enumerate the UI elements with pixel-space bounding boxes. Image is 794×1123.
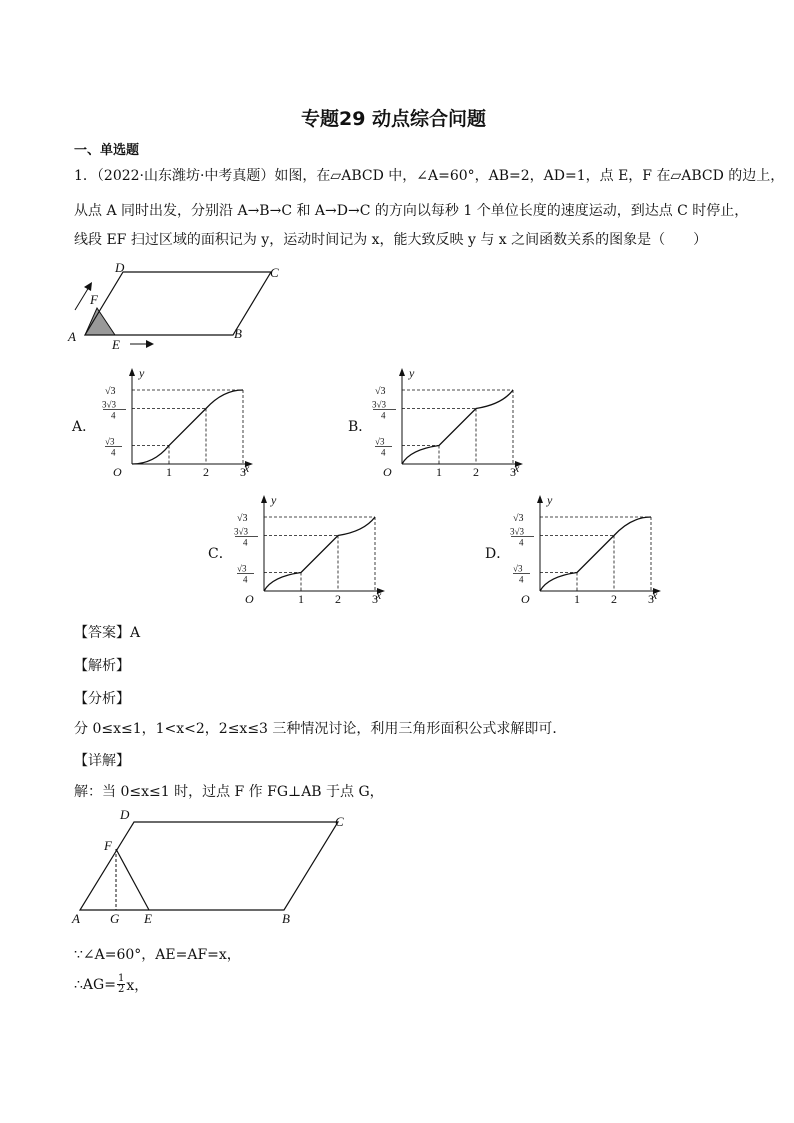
- step-2: [74, 974, 148, 995]
- function-curve: [264, 517, 375, 591]
- y-tick-3sqrt3-num: 3√3: [102, 399, 116, 410]
- question-line-3: 线段 EF 扫过区域的面积记为 y，运动时间记为 x，能大致反映 y 与 x 之间函数关系的图象是（ ）: [74, 232, 708, 248]
- y-axis-label: y: [547, 493, 553, 507]
- fenxi-heading: 【分析】: [74, 691, 130, 707]
- section-heading: 一、单选题: [74, 143, 140, 158]
- y-tick-3sqrt3-den: 4: [111, 410, 116, 421]
- y-tick-sqrt3-den: 4: [519, 574, 524, 585]
- label2-E: E: [144, 911, 152, 926]
- label-F: F: [90, 292, 98, 307]
- x-tick-label: 3: [240, 465, 246, 478]
- fraction-den: 2: [117, 984, 125, 995]
- x-axis-label: x: [376, 588, 382, 602]
- y-axis-label: y: [409, 366, 415, 380]
- label2-C: C: [335, 814, 344, 829]
- parallelogram-outline-2: [80, 822, 338, 910]
- label2-G: G: [110, 911, 120, 926]
- question-line-2: 从点 A 同时出发，分别沿 A→B→C 和 A→D→C 的方向以每秒 1 个单位长度的速度运动，到达点 C 时停止，: [74, 203, 749, 219]
- function-curve: [540, 517, 651, 591]
- option-A-label[interactable]: A．: [72, 419, 97, 435]
- x-tick-label: 2: [203, 465, 209, 478]
- y-tick-3sqrt3-num: 3√3: [372, 399, 386, 410]
- fraction-num: 1: [117, 973, 125, 984]
- question-line-1: 1．（2022·山东潍坊·中考真题）如图，在▱ABCD 中，∠A=60°，AB=2，AD=1，点 E，F 在▱ABCD 的边上，: [74, 168, 785, 184]
- origin-label: O: [383, 465, 392, 478]
- y-axis-arrow-icon: [129, 368, 135, 376]
- label2-F: F: [104, 838, 112, 853]
- label2-A: A: [72, 911, 80, 926]
- function-curve: [402, 390, 513, 464]
- y-tick-sqrt3: √3: [105, 386, 116, 397]
- x-tick-label: 1: [166, 465, 172, 478]
- y-tick-3sqrt3-den: 4: [243, 537, 248, 548]
- figure-parallelogram-2: [66, 806, 356, 930]
- x-axis-label: x: [652, 588, 658, 602]
- label-C: C: [270, 265, 279, 280]
- y-tick-sqrt3-den: 4: [381, 447, 386, 458]
- y-tick-3sqrt3-num: 3√3: [234, 526, 248, 537]
- label-A: A: [68, 329, 76, 344]
- y-tick-sqrt3-num: √3: [105, 436, 115, 447]
- function-curve: [132, 390, 243, 464]
- y-tick-sqrt3-den: 4: [111, 447, 116, 458]
- y-axis-arrow-icon: [537, 495, 543, 503]
- option-C-graph[interactable]: [230, 493, 390, 605]
- step-2-pre: ∴AG=: [74, 976, 116, 993]
- x-tick-label: 3: [510, 465, 516, 478]
- option-B-label[interactable]: B．: [348, 419, 373, 435]
- option-C-label[interactable]: C．: [208, 546, 233, 562]
- label-E: E: [112, 337, 120, 352]
- y-axis-label: y: [139, 366, 145, 380]
- y-tick-sqrt3-num: √3: [513, 563, 523, 574]
- fenxi-text: 分 0≤x≤1，1<x<2，2≤x≤3 三种情况讨论，利用三角形面积公式求解即可．: [74, 721, 567, 737]
- y-tick-sqrt3-num: √3: [237, 563, 247, 574]
- swept-triangle: [85, 308, 115, 335]
- jie-text: 解：当 0≤x≤1 时，过点 F 作 FG⊥AB 于点 G，: [74, 784, 384, 800]
- x-tick-label: 3: [648, 592, 654, 605]
- arrow-right-icon: [146, 340, 154, 348]
- y-tick-sqrt3-den: 4: [243, 574, 248, 585]
- x-tick-label: 2: [611, 592, 617, 605]
- x-axis-label: x: [514, 461, 520, 475]
- origin-label: O: [521, 592, 530, 605]
- option-A-graph[interactable]: [98, 366, 258, 478]
- segment-EF: [116, 849, 149, 910]
- y-tick-sqrt3: √3: [513, 513, 524, 524]
- label-D: D: [115, 262, 125, 275]
- label2-B: B: [282, 911, 290, 926]
- page-title: 专题29 动点综合问题: [301, 108, 487, 130]
- step-2-post: x，: [126, 977, 149, 994]
- x-tick-label: 1: [436, 465, 442, 478]
- y-tick-3sqrt3-num: 3√3: [510, 526, 524, 537]
- figure-parallelogram-1: [66, 262, 296, 354]
- jiexi-heading: 【解析】: [74, 658, 130, 674]
- answer: 【答案】A: [74, 625, 141, 641]
- origin-label: O: [245, 592, 254, 605]
- y-tick-3sqrt3-den: 4: [519, 537, 524, 548]
- x-tick-label: 3: [372, 592, 378, 605]
- option-D-label[interactable]: D．: [485, 546, 511, 562]
- step-1: ∵∠A=60°，AE=AF=x，: [74, 947, 241, 963]
- fraction-half: [117, 974, 125, 995]
- x-axis-label: x: [244, 461, 250, 475]
- option-D-graph[interactable]: [506, 493, 666, 605]
- origin-label: O: [113, 465, 122, 478]
- y-axis-arrow-icon: [261, 495, 267, 503]
- y-tick-sqrt3-num: √3: [375, 436, 385, 447]
- parallelogram-outline: [85, 272, 271, 335]
- label2-D: D: [120, 807, 130, 822]
- x-tick-label: 2: [335, 592, 341, 605]
- x-tick-label: 1: [298, 592, 304, 605]
- option-B-graph[interactable]: [368, 366, 528, 478]
- x-tick-label: 1: [574, 592, 580, 605]
- y-tick-sqrt3: √3: [237, 513, 248, 524]
- y-axis-label: y: [271, 493, 277, 507]
- y-tick-sqrt3: √3: [375, 386, 386, 397]
- label-B: B: [234, 326, 242, 341]
- x-tick-label: 2: [473, 465, 479, 478]
- xiangjie-heading: 【详解】: [74, 753, 130, 769]
- arrow-up-icon: [84, 282, 92, 291]
- y-axis-arrow-icon: [399, 368, 405, 376]
- y-tick-3sqrt3-den: 4: [381, 410, 386, 421]
